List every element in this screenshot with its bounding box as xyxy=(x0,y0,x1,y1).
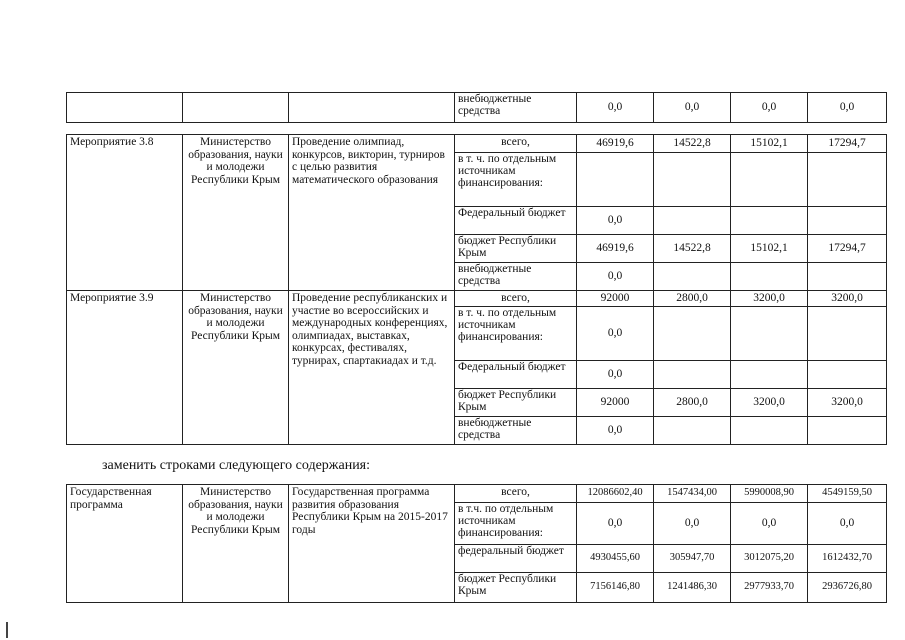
value-cell: 14522,8 xyxy=(654,135,731,153)
value-cell xyxy=(731,153,808,207)
source-cell: внебюджетные средства xyxy=(455,93,577,123)
value-cell: 2977933,70 xyxy=(731,573,808,603)
source-cell: бюджет Республики Крым xyxy=(455,388,577,416)
value-cell: 0,0 xyxy=(577,416,654,444)
value-cell: 2800,0 xyxy=(654,388,731,416)
description-cell: Проведение олимпиад, конкурсов, викторин, турниров с целью развития математического образования xyxy=(289,135,455,291)
source-cell: бюджет Республики Крым xyxy=(455,573,577,603)
value-cell: 15102,1 xyxy=(731,235,808,263)
measure-name: Мероприятие 3.9 xyxy=(67,291,183,445)
executor-cell: Министерство образования, науки и молодежи Республики Крым xyxy=(183,291,289,445)
value-cell xyxy=(577,153,654,207)
value-cell: 0,0 xyxy=(808,503,887,545)
value-cell: 17294,7 xyxy=(808,135,887,153)
value-cell: 1241486,30 xyxy=(654,573,731,603)
value-cell xyxy=(654,306,731,360)
source-cell: федеральный бюджет xyxy=(455,545,577,573)
value-cell xyxy=(808,153,887,207)
table-row xyxy=(67,135,887,153)
value-cell xyxy=(654,263,731,291)
value-cell xyxy=(808,416,887,444)
table-old-measures xyxy=(66,134,887,445)
value-cell: 0,0 xyxy=(577,360,654,388)
value-cell xyxy=(808,360,887,388)
value-cell xyxy=(654,360,731,388)
value-cell xyxy=(654,416,731,444)
source-cell: всего, xyxy=(455,291,577,307)
value-cell: 12086602,40 xyxy=(577,485,654,503)
value-cell: 3200,0 xyxy=(808,291,887,307)
value-cell xyxy=(654,207,731,235)
value-cell: 0,0 xyxy=(577,306,654,360)
value-cell: 0,0 xyxy=(731,503,808,545)
value-cell xyxy=(731,306,808,360)
value-cell: 5990008,90 xyxy=(731,485,808,503)
description-cell: Проведение республиканских и участие во всероссийских и международных конференциях, олимпиадах, выставках, конкурсах, фестивалях, турнирах, спартакиадах и т.д. xyxy=(289,291,455,445)
source-cell: в т. ч. по отдельным источникам финансирования: xyxy=(455,306,577,360)
table-row xyxy=(67,485,887,503)
table-new-program xyxy=(66,484,887,603)
value-cell: 15102,1 xyxy=(731,135,808,153)
value-cell: 3012075,20 xyxy=(731,545,808,573)
table-top-fragment xyxy=(66,92,887,123)
value-cell: 92000 xyxy=(577,291,654,307)
value-cell: 0,0 xyxy=(577,503,654,545)
executor-cell: Министерство образования, науки и молодежи Республики Крым xyxy=(183,485,289,603)
value-cell: 4549159,50 xyxy=(808,485,887,503)
value-cell: 14522,8 xyxy=(654,235,731,263)
source-cell: внебюджетные средства xyxy=(455,416,577,444)
source-cell: внебюджетные средства xyxy=(455,263,577,291)
value-cell: 4930455,60 xyxy=(577,545,654,573)
measure-name: Мероприятие 3.8 xyxy=(67,135,183,291)
value-cell xyxy=(808,207,887,235)
value-cell: 2936726,80 xyxy=(808,573,887,603)
program-name: Государственная программа xyxy=(67,485,183,603)
table-row xyxy=(67,291,887,307)
value-cell: 0,0 xyxy=(731,93,808,123)
value-cell: 0,0 xyxy=(808,93,887,123)
empty-cell xyxy=(289,93,455,123)
value-cell xyxy=(731,416,808,444)
value-cell: 0,0 xyxy=(577,207,654,235)
value-cell: 46919,6 xyxy=(577,235,654,263)
empty-cell xyxy=(67,93,183,123)
value-cell xyxy=(654,153,731,207)
value-cell: 92000 xyxy=(577,388,654,416)
value-cell: 46919,6 xyxy=(577,135,654,153)
value-cell xyxy=(808,263,887,291)
value-cell: 0,0 xyxy=(654,503,731,545)
source-cell: всего, xyxy=(455,135,577,153)
scan-margin-mark xyxy=(6,622,8,638)
value-cell xyxy=(731,360,808,388)
source-cell: Федеральный бюджет xyxy=(455,360,577,388)
value-cell: 1547434,00 xyxy=(654,485,731,503)
executor-cell: Министерство образования, науки и молодежи Республики Крым xyxy=(183,135,289,291)
value-cell xyxy=(808,306,887,360)
source-cell: всего, xyxy=(455,485,577,503)
value-cell: 7156146,80 xyxy=(577,573,654,603)
source-cell: Федеральный бюджет xyxy=(455,207,577,235)
source-cell: в т.ч. по отдельным источникам финансирования: xyxy=(455,503,577,545)
table-row xyxy=(67,93,887,123)
value-cell: 305947,70 xyxy=(654,545,731,573)
value-cell: 0,0 xyxy=(654,93,731,123)
value-cell: 3200,0 xyxy=(808,388,887,416)
value-cell: 3200,0 xyxy=(731,388,808,416)
replacement-instruction: заменить строками следующего содержания: xyxy=(102,458,371,473)
empty-cell xyxy=(183,93,289,123)
value-cell: 0,0 xyxy=(577,93,654,123)
value-cell: 3200,0 xyxy=(731,291,808,307)
value-cell: 1612432,70 xyxy=(808,545,887,573)
source-cell: в т. ч. по отдельным источникам финансирования: xyxy=(455,153,577,207)
value-cell: 0,0 xyxy=(577,263,654,291)
value-cell: 2800,0 xyxy=(654,291,731,307)
value-cell xyxy=(731,207,808,235)
source-cell: бюджет Республики Крым xyxy=(455,235,577,263)
value-cell xyxy=(731,263,808,291)
description-cell: Государственная программа развития образования Республики Крым на 2015-2017 годы xyxy=(289,485,455,603)
value-cell: 17294,7 xyxy=(808,235,887,263)
